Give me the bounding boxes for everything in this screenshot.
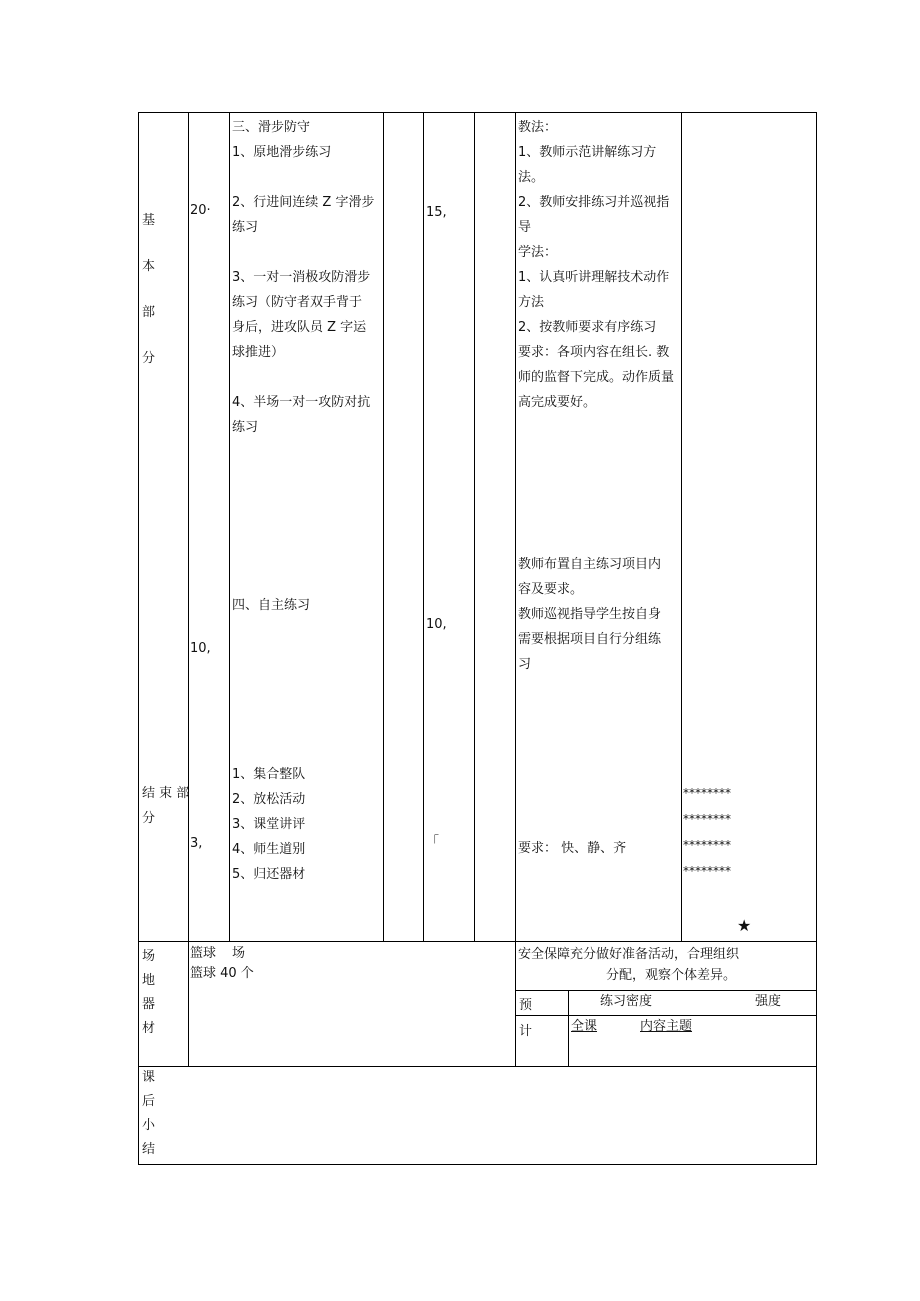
content-line: 3、一对一消极攻防滑步 xyxy=(232,270,371,285)
venue-balls: 篮球 40 个 xyxy=(190,966,254,981)
col-divider-count xyxy=(474,112,475,942)
content-line: 2、行进间连续 Z 字滑步 xyxy=(232,195,375,210)
method-line: 方法 xyxy=(518,295,545,310)
method-line: 2、教师安排练习并巡视指 xyxy=(518,195,670,210)
method-line: 教法： xyxy=(518,120,558,135)
col-divider-blank xyxy=(423,112,424,942)
section-end-label: 结 束 部 分 xyxy=(142,786,190,826)
whole-class-label: 全课 xyxy=(571,1019,598,1034)
table-left-border xyxy=(138,112,139,1165)
method-line: 法。 xyxy=(518,170,545,185)
method-line: 需要根据项目自行分组练 xyxy=(518,632,662,647)
formation-row: ******** xyxy=(683,812,731,826)
method-line: 教师巡视指导学生按自身 xyxy=(518,607,662,622)
table-right-border xyxy=(816,112,817,1165)
table-bottom-border xyxy=(138,1164,817,1165)
table-top-border xyxy=(138,112,817,113)
count-basic-1: 15, xyxy=(426,205,447,220)
content-line: 2、放松活动 xyxy=(232,792,306,807)
content-ending-block xyxy=(232,762,305,887)
safety-line-2: 分配，观察个体差异。 xyxy=(606,968,737,983)
content-line: 1、集合整队 xyxy=(232,767,306,782)
method-line: 1、教师示范讲解练习方 xyxy=(518,145,657,160)
main-content-label: 内容主题 xyxy=(640,1019,693,1034)
content-line: 1、原地滑步练习 xyxy=(232,145,332,160)
col-divider-intensity xyxy=(515,112,516,1066)
section-basic-label: 基 本 部 分 xyxy=(142,213,156,366)
content-defense-block xyxy=(232,115,374,440)
method-line: 师的监督下完成。动作质量 xyxy=(518,370,675,385)
method-line: 高完成要好。 xyxy=(518,395,597,410)
count-basic-2: 10, xyxy=(426,617,447,632)
content-line: 4、师生道别 xyxy=(232,842,306,857)
method-line: 1、认真听讲理解技术动作 xyxy=(518,270,670,285)
row-divider-venue xyxy=(138,941,817,942)
method-end: 要求： 快、静、齐 xyxy=(518,841,627,856)
count-end: 「 xyxy=(426,835,440,850)
content-line: 三、滑步防守 xyxy=(232,120,311,135)
method-line: 导 xyxy=(518,220,532,235)
formation-row: ******** xyxy=(683,786,731,800)
content-line: 练习（防守者双手背于 xyxy=(232,295,363,310)
time-end: 3, xyxy=(190,836,203,851)
formation-row: ******** xyxy=(683,864,731,878)
teacher-star-icon: ★ xyxy=(737,916,752,935)
col-divider-section xyxy=(188,112,189,1066)
content-line: 练习 xyxy=(232,420,259,435)
venue-court-2: 场 xyxy=(232,946,246,961)
method-line: 容及要求。 xyxy=(518,582,584,597)
time-basic-2: 10, xyxy=(190,641,211,656)
method-line: 习 xyxy=(518,657,532,672)
content-line: 练习 xyxy=(232,220,259,235)
content-line xyxy=(232,240,374,265)
col-divider-method xyxy=(681,112,682,942)
summary-text xyxy=(192,1070,196,1095)
content-line: 身后，进攻队员 Z 字运 xyxy=(232,320,367,335)
method-line: 教师布置自主练习项目内 xyxy=(518,557,662,572)
predict-divider xyxy=(568,991,569,1066)
content-line: 3、课堂讲评 xyxy=(232,817,306,832)
formation-stars xyxy=(683,780,731,884)
venue-label: 场 地 器 材 xyxy=(142,949,156,1036)
col-divider-content xyxy=(383,112,384,942)
time-basic-1: 20· xyxy=(190,203,211,218)
col-divider-time xyxy=(229,112,230,942)
venue-court-1: 篮球 xyxy=(190,946,217,961)
method-line: 学法： xyxy=(518,245,558,260)
method-line: 2、按教师要求有序练习 xyxy=(518,320,657,335)
safety-line-1: 安全保障充分做好准备活动，合理组织 xyxy=(518,947,740,962)
method-basic-block xyxy=(518,115,674,415)
summary-label: 课 后 小 结 xyxy=(142,1070,156,1157)
density-label: 练习密度 xyxy=(600,994,653,1009)
row-divider-summary xyxy=(138,1066,817,1067)
predict-label: 预 计 xyxy=(519,998,533,1039)
content-line: 5、归还器材 xyxy=(232,867,306,882)
method-line: 要求：各项内容在组长. 教 xyxy=(518,345,670,360)
content-line: 4、半场一对一攻防对抗 xyxy=(232,395,371,410)
content-self-practice: 四、自主练习 xyxy=(232,598,311,613)
intensity-label: 强度 xyxy=(755,994,782,1009)
method-self-block xyxy=(518,552,661,677)
formation-row: ******** xyxy=(683,838,731,852)
content-line xyxy=(232,365,374,390)
content-line xyxy=(232,165,374,190)
content-line: 球推进） xyxy=(232,345,285,360)
